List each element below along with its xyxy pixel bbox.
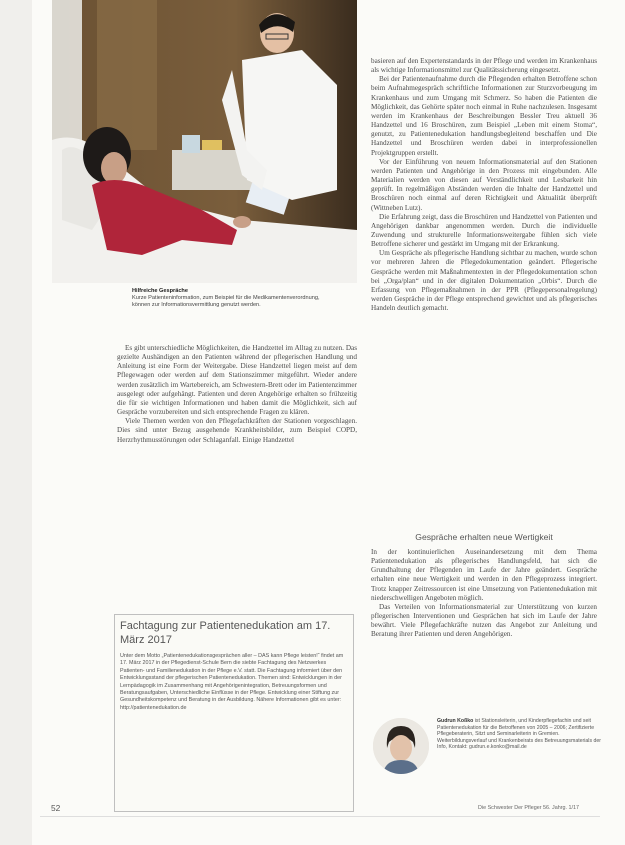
left-column	[117, 344, 357, 445]
right-column-lower	[371, 548, 597, 640]
caption-title: Hilfreiche Gespräche	[132, 288, 188, 294]
footer-publication: Die Schwester Der Pfleger 56. Jahrg. 1/17	[478, 805, 579, 811]
page-number: 52	[51, 803, 61, 813]
caption-text: Kurze Patienteninformation, zum Beispiel für die Medikamentenverordnung, können zur Informationsvermittlung genutzt werden.	[132, 295, 320, 308]
info-box-body: Unter dem Motto „Patientenedukationsgesprächen aller – DAS kann Pflege leisten!“ findet am 17. März 2017 in der Pflegedienst-Schule Bern die siebte Fachtagung des Netzwerkes Patienten- und Familienedukation in der Pflege e.V. statt. Die Fachtagung informiert über den Entwicklungsstand der pflegerischen Patientenedukation. Themen sind: Entwicklungen in der Lernpädagogik im Zusammenhang mit Angehörigenintegration, Betreuungsformen und Beratungsaufgaben, Unterschiedliche Einflüsse in der Pflege. Entwicklung einer Stiftung zur Gesundheitskompetenz und Beratung in der Ausbildung. Nähere Informationen gibt es unter: http://patientenedukation.de	[120, 653, 344, 711]
paragraph: Bei der Patientenaufnahme durch die Pflegenden erhalten Betroffene schon beim Aufnahmegespräch schriftliche Informationen zur Sturzvorbeugung im Krankenhaus und zum Umgang mit Schmerz. So haben die Patienten die Möglichkeit, das Gehörte später noch einmal in Ruhe nachzulesen. Insgesamt werden im Krankenhaus der Beschreibungen Bessler Treu aktuell 36 Handzettel und 16 Broschüren, zum Beispiel „Leben mit einem Stoma“, genutzt, zu Patientenedukation handlungsbegleitend beschaffen und Die Handzettel und Broschüren werden dabei in interprofessionellen Projektgruppen erstellt.	[371, 75, 597, 157]
paragraph: basieren auf den Expertenstandards in der Pflege und werden im Krankenhaus als wichtige Informationsmittel zur Qualitätssicherung eingesetzt.	[371, 57, 597, 75]
author-name: Gudrun Koßko	[437, 718, 474, 724]
paragraph: Viele Themen werden von den Pflegefachkräften der Stationen vorgeschlagen. Dies sind unter Bezug ausgehende Krankheitsbilder, zum Beispiel COPD, Herzrhythmusstörungen oder Schlaganfall. Einige Handzettel	[117, 417, 357, 444]
paragraph: Vor der Einführung von neuem Informationsmaterial auf den Stationen werden Patienten und Angehörige in den Prozess mit eingebunden. Alle Materialien werden von diesen auf Verständlichkeit und Lesbarkeit hin geprüft. In regelmäßigen Abständen werden die Inhalte der Handzettel und Broschüren noch einmal auf deren Richtigkeit und Aktualität überprüft (Wittneben Lutz).	[371, 157, 597, 212]
section-heading: Gespräche erhalten neue Wertigkeit	[415, 532, 553, 542]
photo-caption	[132, 288, 332, 309]
paragraph: Es gibt unterschiedliche Möglichkeiten, die Handzettel im Alltag zu nutzen. Das gezielte Aushändigen an den Patienten während der pflegerischen Handlung und Anleitung ist eine Form der Weitergabe. Diese Handzettel liegen meist auf dem Pflegewagen oder werden auf dem Stationszimmer mitgeführt. Wieder andere werden zusätzlich im Wartebereich, am Schwestern-Brett oder im Patientenzimmer ausgelegt oder aufgehängt. Patienten und deren Angehörige erhalten so frühzeitig die für sie wichtigen Informationen und haben damit die Möglichkeit, sich auf Gespräche vorzubereiten und sich entsprechende Fragen zu klären.	[117, 344, 357, 417]
author-description: ist Stationsleiterin, und Kinderpflegefachin und seit Patientenedukation für die Betroffenen von 2005 – 2006; Zertifizierte Pflegeberaterin, Sitzt und Seminarleiterin in Gremien. Weiterbildungsverlauf und Krankenbeirats des Betreuungsmaterials der Info, Kontakt: gudrun.e.konko@mail.de	[437, 718, 601, 751]
photo-nurse-patient	[52, 0, 357, 283]
author-photo	[373, 718, 429, 774]
author-bio	[437, 718, 602, 751]
footer-rule	[40, 816, 600, 817]
paragraph: In der kontinuierlichen Auseinandersetzung mit dem Thema Patientenedukation als pflegerisches Handlungsfeld, hat sich die Grundhaltung der Pflegenden im Laufe der Jahre geändert. Gespräche erhalten eine neue Wertigkeit und werden in den Pflegeprozess integriert. Trotz knapper Zeitressourcen ist eine Umsetzung von Patientenedukation mit niederschwelligen Angeboten möglich.	[371, 548, 597, 602]
page-binding-edge	[0, 0, 32, 845]
right-column	[371, 57, 597, 313]
paragraph: Um Gespräche als pflegerische Handlung sichtbar zu machen, wurde schon vor mehreren Jahren die Pflegedokumentation geändert. Pflegerische Gespräche werden mit Maßnahmentexten in der Pflegedokumentation schon bei „Orga/plan“ und in der digitalen Dokumentation „Orbis“. Durch die Erfassung von Pflegemaßnahmen in der PPR (Pflegepersonalregelung) werden Gespräche in der Pflege entsprechend gewichtet und als pflegerisches Handeln deutlich gemacht.	[371, 249, 597, 313]
info-box-title: Fachtagung zur Patientenedukation am 17. März 2017	[120, 620, 331, 646]
info-box	[114, 614, 354, 812]
paragraph: Das Verteilen von Informationsmaterial zur Unterstützung von kurzen pflegerischen Interventionen und Gesprächen hat sich im Laufe der Jahre bewährt. Viele Pflegefachkräfte nutzen das Angebot zur Anleitung und Beratung ihrer Patienten und deren Angehörigen.	[371, 602, 597, 639]
paragraph: Die Erfahrung zeigt, dass die Broschüren und Handzettel von Patienten und Angehörigen dankbar angenommen werden. Durch die individuelle Zuwendung und strukturelle Informationsweitergabe fühlen sich viele Betroffene sicherer und gestärkt im Umgang mit der Erkrankung.	[371, 212, 597, 249]
